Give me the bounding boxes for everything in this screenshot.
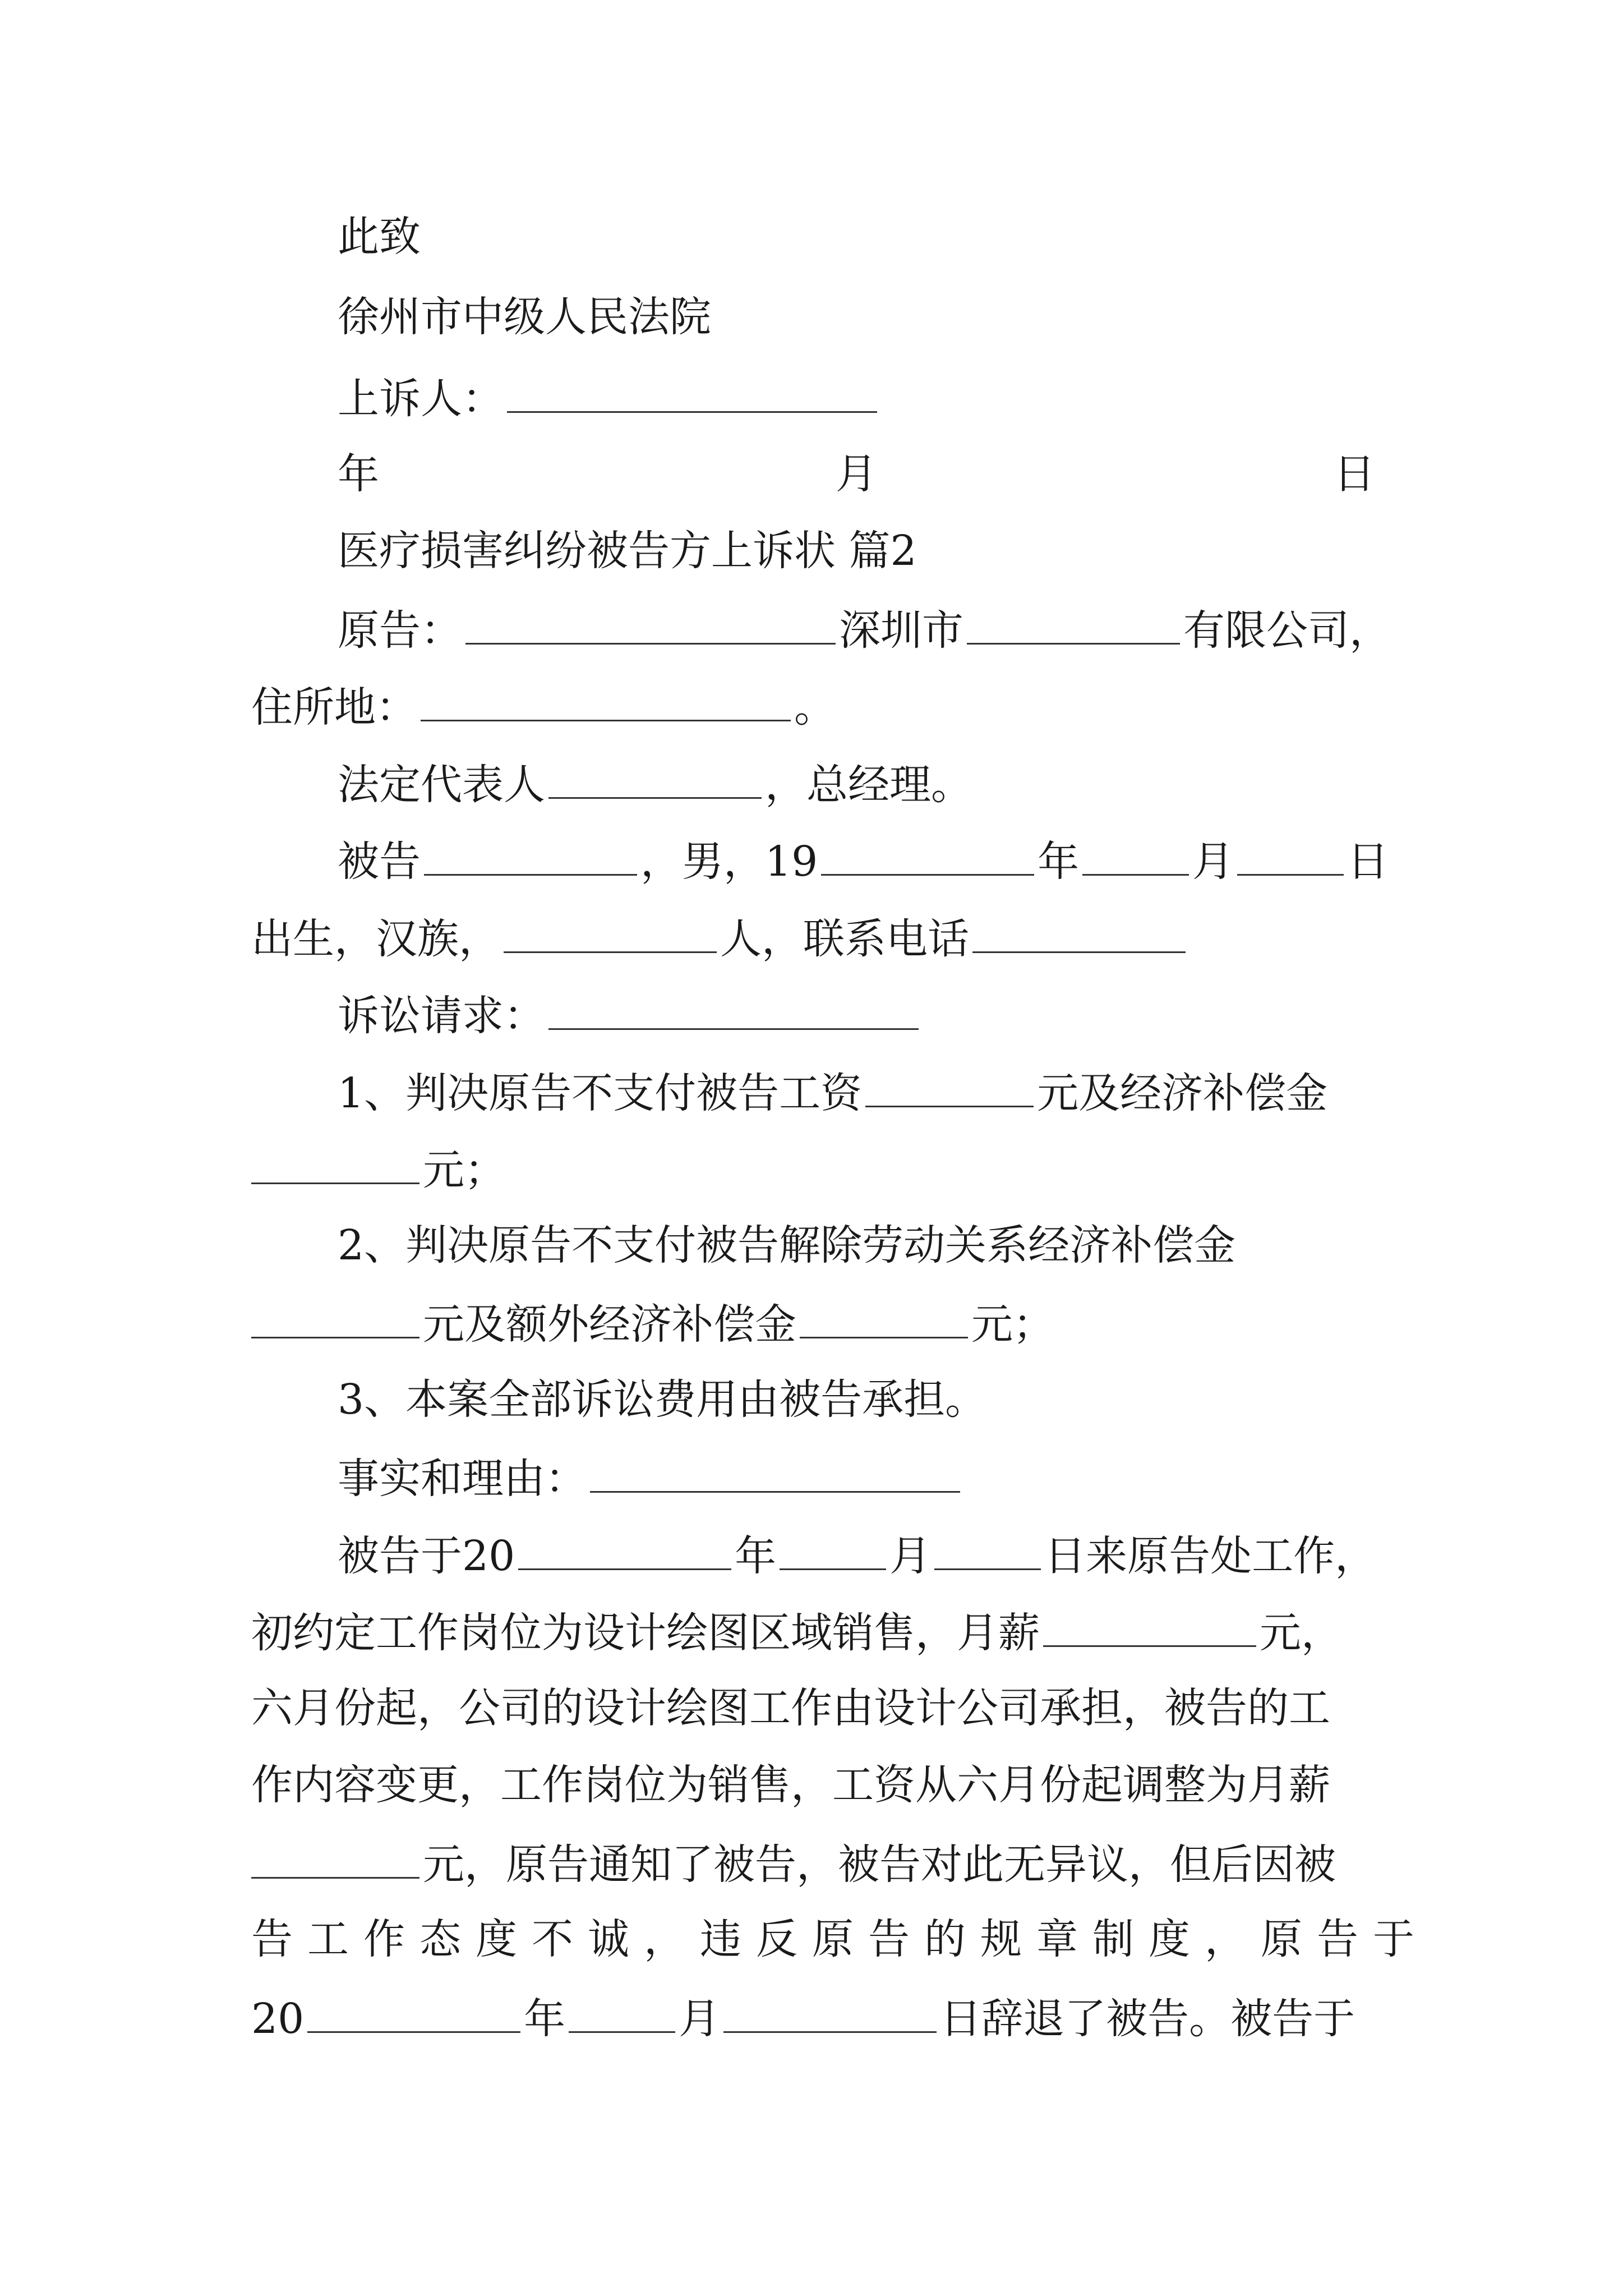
birth-year-blank [821, 831, 1034, 876]
salary-blank [1043, 1603, 1256, 1647]
claim1-text: 1、判决原告不支付被告工资 [338, 1069, 863, 1117]
address-blank [421, 677, 791, 721]
defendant-ren-phone: 人，联系电话 [720, 915, 969, 963]
facts-p5-text: 元，原告通知了被告，被告对此无异议，但后因被 [423, 1841, 1336, 1889]
facts-p7b: 年 [524, 1995, 566, 2043]
facts-line [338, 1448, 963, 1504]
claim2-extra-blank [800, 1294, 968, 1338]
claim3-line: 3、本案全部诉讼费用由被告承担。 [338, 1375, 987, 1424]
claim2-end: 元； [971, 1300, 1054, 1349]
facts-p4: 作内容变更，工作岗位为销售，工资从六月份起调整为月薪 [251, 1761, 1330, 1809]
facts-p2a: 初约定工作岗位为设计绘图区域销售，月薪 [251, 1609, 1040, 1657]
facts-p1b: 年 [735, 1532, 777, 1580]
plaintiff-blank [465, 600, 836, 645]
date-month: 月 [836, 450, 877, 498]
defendant-day: 日 [1347, 838, 1389, 886]
address-end: 。 [794, 683, 836, 731]
dismiss-month-blank [569, 1989, 675, 2033]
claim1-wage-blank [865, 1063, 1034, 1107]
birth-line [251, 909, 1189, 965]
claim1-mid: 元及经济补偿金 [1037, 1069, 1328, 1117]
claim1-line2 [251, 1140, 506, 1196]
facts-blank [590, 1448, 960, 1493]
start-month-blank [780, 1526, 886, 1570]
defendant-month: 月 [1192, 838, 1234, 886]
dismiss-year-blank [307, 1989, 520, 2033]
appellant-blank [507, 369, 877, 413]
defendant-label: 被告 [338, 838, 421, 886]
claims-line [338, 986, 922, 1042]
facts-p6: 告工作态度不诚，违反原告的规章制度，原告于 [251, 1915, 1429, 1963]
facts-p7a: 20 [251, 1995, 305, 2043]
claim1-line [338, 1063, 1327, 1119]
court-name: 徐州市中级人民法院 [338, 293, 711, 341]
facts-p7d: 日辞退了被告。被告于 [940, 1995, 1355, 2043]
legal-rep-line [338, 754, 972, 811]
plaintiff-city: 深圳市 [839, 606, 963, 655]
legal-rep-label: 法定代表人 [338, 761, 545, 809]
claim1-end: 元； [423, 1146, 506, 1194]
legal-rep-suffix: ，总经理。 [765, 761, 972, 809]
facts-p1 [338, 1526, 1376, 1582]
date-line [338, 446, 1375, 502]
facts-label: 事实和理由： [338, 1455, 587, 1503]
defendant-born: 出生，汉族， [251, 915, 500, 963]
claim2-line: 2、判决原告不支付被告解除劳动关系经济补偿金 [338, 1221, 1236, 1269]
defendant-year: 年 [1038, 838, 1080, 886]
defendant-blank [424, 831, 637, 876]
facts-p1c: 月 [889, 1532, 932, 1580]
facts-p1a: 被告于20 [338, 1532, 515, 1580]
plaintiff-line [338, 600, 1391, 656]
date-day: 日 [1334, 450, 1375, 498]
facts-p3: 六月份起，公司的设计绘图工作由设计公司承担，被告的工 [251, 1684, 1330, 1732]
address-label: 住所地： [251, 683, 417, 731]
date-year: 年 [338, 450, 379, 498]
salutation: 此致 [338, 213, 421, 261]
company-blank [967, 600, 1180, 645]
claim2-line2 [251, 1294, 1054, 1350]
appellant-label: 上诉人： [338, 375, 504, 423]
plaintiff-label: 原告： [338, 606, 462, 655]
defendant-line [338, 831, 1389, 887]
section-title: 医疗损害纠纷被告方上诉状 篇2 [338, 527, 917, 575]
facts-p2b: 元， [1260, 1609, 1343, 1657]
birth-day-blank [1237, 831, 1344, 876]
facts-p7c: 月 [679, 1995, 721, 2043]
facts-p5 [251, 1834, 1336, 1890]
new-salary-blank [251, 1834, 419, 1879]
address-line [251, 677, 836, 733]
legal-rep-blank [548, 754, 762, 799]
facts-p1d: 日来原告处工作， [1044, 1532, 1377, 1580]
facts-p2 [251, 1603, 1343, 1659]
claims-blank [548, 986, 919, 1030]
start-year-blank [518, 1526, 731, 1570]
company-suffix: 有限公司， [1183, 606, 1391, 655]
claim2-mid: 元及额外经济补偿金 [423, 1300, 796, 1349]
dismiss-day-blank [723, 1989, 937, 2033]
facts-p7 [251, 1989, 1355, 2045]
claims-label: 诉讼请求： [338, 992, 545, 1040]
phone-blank [972, 909, 1186, 953]
appellant-line [338, 369, 880, 425]
start-day-blank [934, 1526, 1041, 1570]
claim2-comp-blank [251, 1294, 419, 1338]
hometown-blank [504, 909, 717, 953]
birth-month-blank [1082, 831, 1189, 876]
claim1-comp-blank [251, 1140, 419, 1184]
defendant-gender: ，男，19 [640, 838, 818, 886]
